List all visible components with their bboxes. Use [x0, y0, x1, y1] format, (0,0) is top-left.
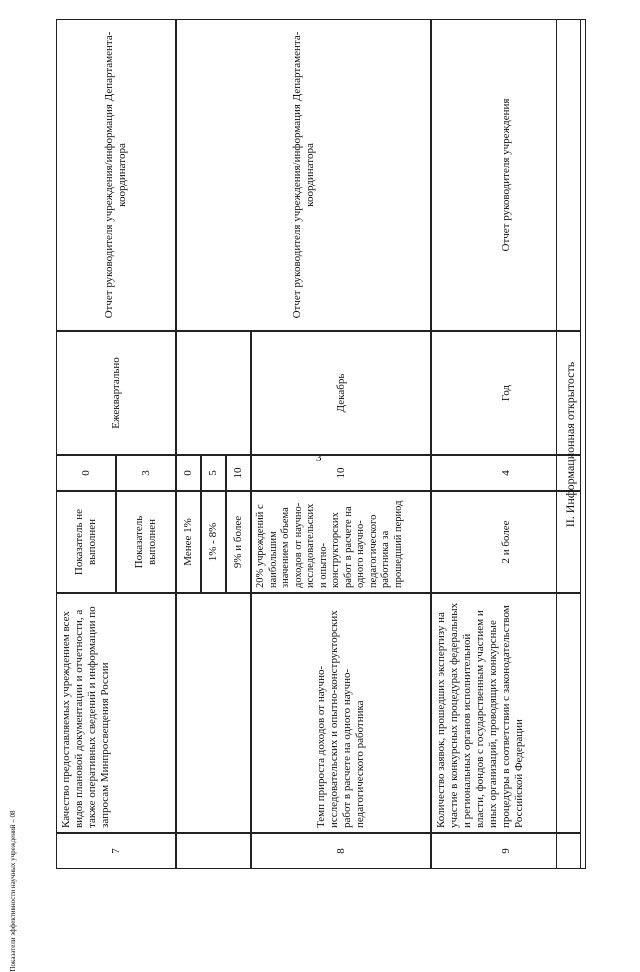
row8-score: 10 [251, 455, 431, 491]
row9-score: 4 [431, 455, 581, 491]
section-heading-block [556, 19, 586, 869]
blank-criterion-2: 1% - 8% [201, 491, 226, 593]
row8-criterion: 20% учреждений с наибольшим значением объема доходов от научно-исследовательских и опытно-конструкторских работ в расчете на одного научно-педагогического работника за прошедший период [251, 491, 431, 593]
indicator-table [56, 19, 586, 869]
row7-criterion-1: Показатель не выполнен [56, 491, 116, 593]
blank-criterion-3: 9% и более [226, 491, 251, 593]
row9-source: Отчет руководителя учреждения [431, 19, 581, 331]
row8-source: Отчет руководителя учреждения/информация Департамента-координатора [176, 19, 431, 331]
row8-indicator: Темп прироста доходов от научно-исследовательских и опытно-конструкторских работ в расчете на одного научно-педагогического работника [251, 593, 431, 833]
blank-criterion-1: Менее 1% [176, 491, 201, 593]
blank-row-period [176, 331, 251, 455]
row7-criterion-2: Показатель выполнен [116, 491, 176, 593]
row7-number: 7 [56, 833, 176, 869]
footer-block [2, 810, 24, 972]
page-number: 3 [316, 452, 322, 464]
section-heading: II. Информационная открытость [563, 361, 578, 527]
row9-number: 9 [431, 833, 581, 869]
rotated-table-region [56, 19, 586, 869]
blank-score-2: 5 [201, 455, 226, 491]
row8-number: 8 [251, 833, 431, 869]
row7-period: Ежеквартально [56, 331, 176, 455]
row8-period: Декабрь [251, 331, 431, 455]
row7-indicator: Качество предоставляемых учреждением всех видов плановой документации и отчетности, а также оперативных сведений и информации по запросам Минпросвещения России [56, 593, 176, 833]
row9-period: Год [431, 331, 581, 455]
row9-criterion: 2 и более [431, 491, 581, 593]
row9-indicator: Количество заявок, прошедших экспертизу на участие в конкурсных процедурах федеральных и региональных органов исполнительной власти, фондов с государственным участием и иных организаций, проводящих конкурсные процедуры в соответствии с законодательством Российской Федерации [431, 593, 581, 833]
blank-row-indicator [176, 593, 251, 833]
blank-score-3: 10 [226, 455, 251, 491]
footer-text: Показатели эффективности научных учреждений – 08 [9, 810, 17, 972]
row7-score-1: 0 [56, 455, 116, 491]
blank-score-1: 0 [176, 455, 201, 491]
blank-row-number [176, 833, 251, 869]
row7-score-2: 3 [116, 455, 176, 491]
row7-source: Отчет руководителя учреждения/информация Департамента-координатора [56, 19, 176, 331]
